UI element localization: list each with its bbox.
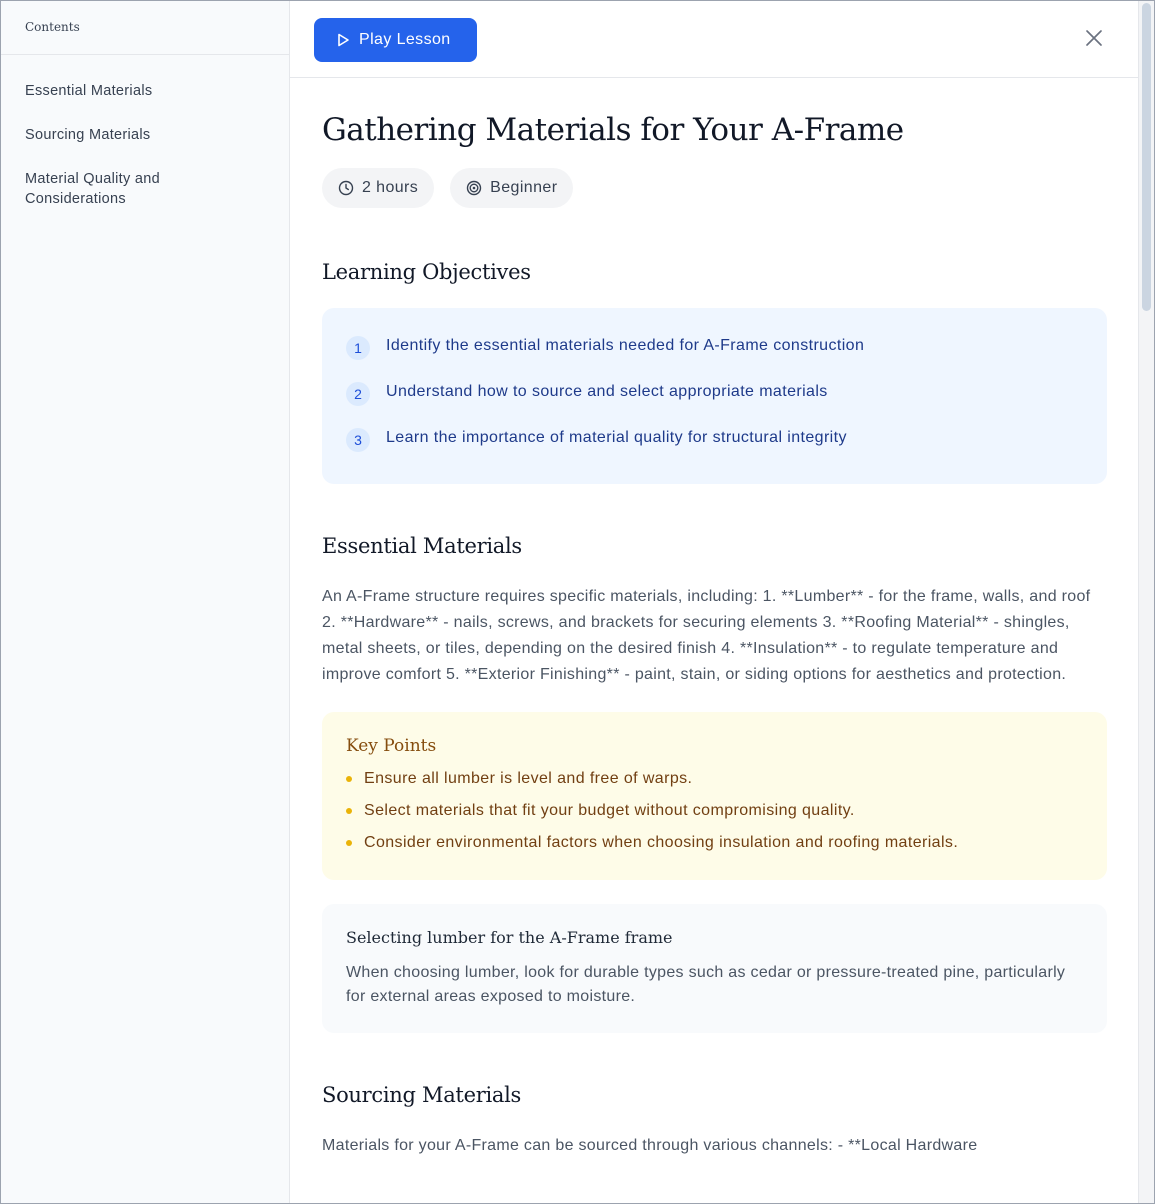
objective-number: 3 [346,428,370,452]
sidebar-item-sourcing-materials[interactable]: Sourcing Materials [25,127,151,143]
key-points-heading: Key Points [346,736,437,756]
vertical-scrollbar[interactable] [1138,1,1154,1204]
lesson-content [290,112,1139,1159]
objective-number: 1 [346,336,370,360]
sourcing-materials-body: Materials for your A-Frame can be sourced through various channels: - **Local Hardware [322,1137,978,1154]
lesson-main [290,1,1139,1204]
play-icon [336,33,350,47]
objective-item [346,424,1083,452]
key-point-item [346,802,1083,820]
play-lesson-label: Play Lesson [359,31,451,48]
play-lesson-button[interactable] [314,18,477,62]
subsection-title: Selecting lumber for the A-Frame frame [346,928,673,947]
sourcing-materials-heading: Sourcing Materials [322,1083,521,1107]
bullet-icon [346,808,352,814]
subsection-body: When choosing lumber, look for durable types such as cedar or pressure-treated pine, particularly for external areas exposed to moisture. [346,964,1066,1005]
key-point-text: Select materials that fit your budget without compromising quality. [364,802,855,819]
bullet-icon [346,840,352,846]
objective-item [346,332,1083,360]
target-icon [466,180,482,196]
lesson-meta [322,168,1107,208]
clock-icon [338,180,354,196]
level-text: Beginner [490,179,558,196]
contents-sidebar [1,1,290,1204]
objective-text: Understand how to source and select appropriate materials [386,383,828,400]
sidebar-item-material-quality[interactable]: Material Quality and Considerations [25,171,160,207]
key-points-box [322,712,1107,880]
objective-text: Identify the essential materials needed for A-Frame construction [386,337,865,354]
key-point-text: Ensure all lumber is level and free of warps. [364,770,693,787]
objectives-heading: Learning Objectives [322,260,531,284]
essential-materials-body: An A-Frame structure requires specific materials, including: 1. **Lumber** - for the frame, walls, and roof 2. **Hardware** - nails, screws, and brackets for securing elements 3. **Roofing Material** - shingles, metal sheets, or tiles, depending on the desired finish 4. **Insulation** - to regulate temperature and improve comfort 5. **Exterior Finishing** - paint, stain, or siding options for aesthetics and protection. [322,588,1091,683]
key-point-text: Consider environmental factors when choosing insulation and roofing materials. [364,834,959,851]
learning-objectives [322,308,1107,484]
objective-item [346,378,1083,406]
sidebar-header: Contents [1,1,289,55]
objective-text: Learn the importance of material quality for structural integrity [386,429,847,446]
essential-materials-heading: Essential Materials [322,534,522,558]
key-point-item [346,834,1083,852]
sidebar-item-essential-materials[interactable]: Essential Materials [25,83,153,99]
duration-text: 2 hours [362,179,419,196]
sidebar-nav [1,55,289,211]
scrollbar-thumb[interactable] [1142,3,1151,311]
lumber-subsection [322,904,1107,1033]
objective-number: 2 [346,382,370,406]
bullet-icon [346,776,352,782]
close-icon[interactable] [1083,27,1105,49]
lesson-toolbar [290,1,1139,78]
key-point-item [346,770,1083,788]
level-badge [450,168,573,208]
duration-badge [322,168,434,208]
lesson-title: Gathering Materials for Your A-Frame [322,112,904,148]
